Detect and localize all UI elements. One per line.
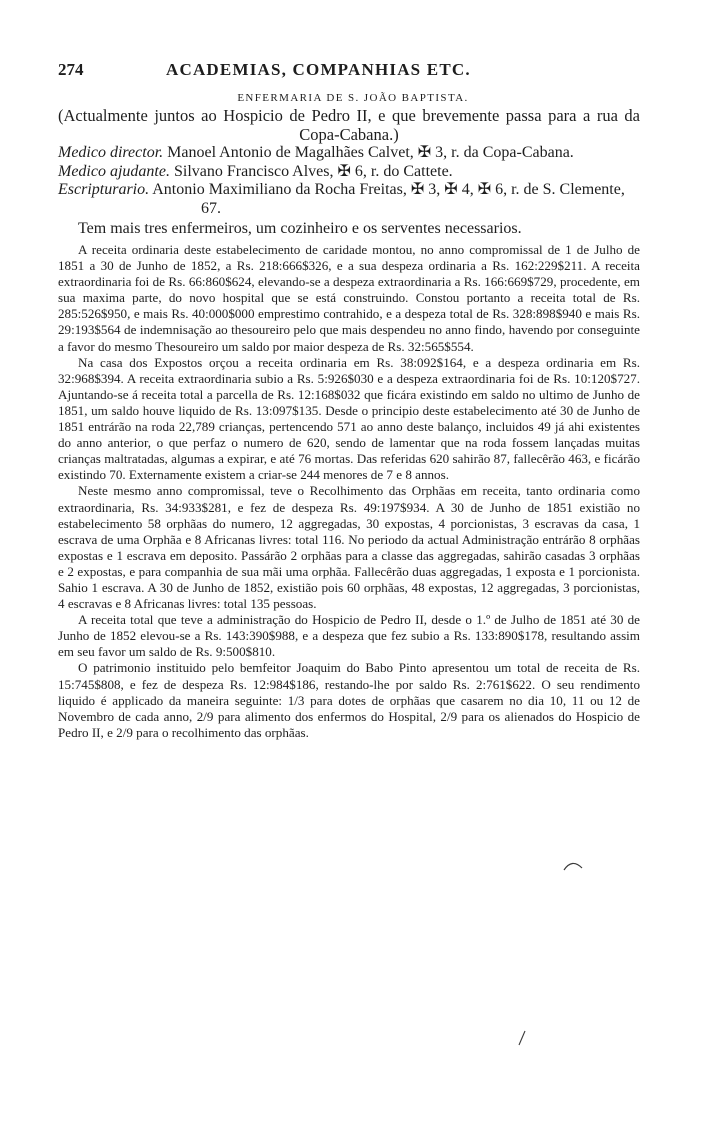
section-heading: ENFERMARIA DE S. JOÃO BAPTISTA. <box>237 92 469 104</box>
document-page <box>58 60 640 741</box>
page-number: 274 <box>58 60 84 79</box>
staff-entry-assistant <box>58 163 640 182</box>
pencil-stroke-icon <box>516 1030 528 1046</box>
staff-note: Tem mais tres enfermeiros, um cozinheiro e os serventes necessarios. <box>78 220 522 237</box>
staff-role: Medico director. <box>58 144 164 161</box>
staff-entry-clerk <box>58 181 640 218</box>
running-title: ACADEMIAS, COMPANHIAS ETC. <box>166 60 471 79</box>
staff-role: Medico ajudante. <box>58 162 170 180</box>
staff-name: Antonio Maximiliano da Rocha Freitas, ✠ 3, ✠ 4, ✠ 6, r. de S. Clemente, 67. <box>152 181 625 217</box>
staff-name: Silvano Francisco Alves, ✠ 6, r. do Cattete. <box>173 162 453 180</box>
staff-list <box>58 144 640 218</box>
section-intro-note: (Actualmente juntos ao Hospicio de Pedro II, e que brevemente passa para a rua da Copa-Cabana.) <box>58 106 640 144</box>
running-head <box>58 60 640 86</box>
pencil-mark-icon <box>562 858 584 872</box>
paragraph-babo-pinto-patrimony: O patrimonio instituido pelo bemfeitor Joaquim do Babo Pinto apresentou um total de receita de Rs. 15:745$808, e fez de despeza Rs. 12:984$186, restando-lhe por saldo Rs. 2:761$622. O seu rendimento liquido é applicado da maneira seguinte: 1/3 para dotes de orphãas que casarem no dia 10, 11 ou 12 de Novembro de cada anno, 2/9 para alimento dos enfermos do Hospital, 2/9 para os alienados do Hospicio de Pedro II, e 2/9 para o recolhimento das orphãas. <box>58 660 640 740</box>
paragraph-hospital-accounts: A receita ordinaria deste estabelecimento de caridade montou, no anno compromissal de 1 de Julho de 1851 a 30 de Junho de 1852, a Rs. 218:666$326, e a sua despeza ordinaria a Rs. 162:229$211. A receita extraordinaria foi de Rs. 66:860$624, elevando-se a despeza extraordinaria a Rs. 166:669$729, procedente, em sua maxima parte, do novo hospital que se está construindo. Constou portanto a receita total de Rs. 285:526$950, e mais Rs. 40:000$000 emprestimo contrahido, e a despeza total de Rs. 328:898$940 e mais Rs. 29:193$564 de indemnisação ao thesoureiro pelo que mais despendeu no anno findo, havendo por conseguinte a favor do mesmo Thesoureiro um saldo por maior despeza de Rs. 32:565$554. <box>58 242 640 354</box>
staff-name: Manoel Antonio de Magalhães Calvet, ✠ 3, r. da Copa-Cabana. <box>167 144 574 161</box>
paragraph-orphans-shelter: Neste mesmo anno compromissal, teve o Recolhimento das Orphãas em receita, tanto ordinaria como extraordinaria, Rs. 34:933$281, e fez de despeza Rs. 49:197$934. A 30 de Junho de 1851 existião no estabelecimento 58 orphãas do numero, 12 aggregadas, 30 expostas, 4 porcionistas, 3 escravas da casa, 1 escrava de uma Orphãa e 8 Africanas livres: total 116. No periodo da actual Administração entrárão 8 orphãas expostas e 1 escrava em deposito. Passárão 2 orphãas para a classe das aggregadas, sahirão casadas 3 orphãas e 2 expostas, e para companhia de sua mãi uma orphãa. Fallecêrão duas aggregadas, 1 exposta e 1 porcionista. Sahio 1 escrava. A 30 de Junho de 1852, existião pois 60 orphãas, 48 expostas, 12 aggregadas, 3 porcionistas, 4 escravas e 8 Africanas livres: total 135 pessoas. <box>58 483 640 612</box>
staff-entry-director <box>58 144 640 163</box>
staff-role: Escripturario. <box>58 181 150 198</box>
paragraph-foundlings-house: Na casa dos Expostos orçou a receita ordinaria em Rs. 38:092$164, e a despeza ordinaria em Rs. 32:968$394. A receita extraordinaria subio a Rs. 5:926$030 e a despeza extraordinaria foi de Rs. 10:120$727. Ajuntando-se á receita total a parcella de Rs. 12:168$032 que ficára existindo em saldo no ultimo de Junho de 1851, um saldo houve liquido de Rs. 13:097$135. Desde o principio deste estabelecimento até 30 de Junho de 1851 entrárão na roda 22,789 crianças, pertencendo 571 ao anno deste balanço, incluidos 49 já ahi existentes do anno anterior, o que perfaz o numero de 620, sendo de lamentar que na roda fossem lançadas muitas crianças maltratadas, algumas a expirar, e até 76 mortas. Das referidas 620 sahirão 87, fallecêrão 463, e ficárão existindo 70. Externamente existem a criar-se 244 menores de 7 e 8 annos. <box>58 354 640 483</box>
paragraph-hospice-pedro-ii: A receita total que teve a administração do Hospicio de Pedro II, desde o 1.º de Julho de 1851 até 30 de Junho de 1852 elevou-se a Rs. 143:390$988, e a despeza que fez subio a Rs. 133:890$178, resultando assim em seu favor um saldo de Rs. 9:500$810. <box>58 612 640 660</box>
